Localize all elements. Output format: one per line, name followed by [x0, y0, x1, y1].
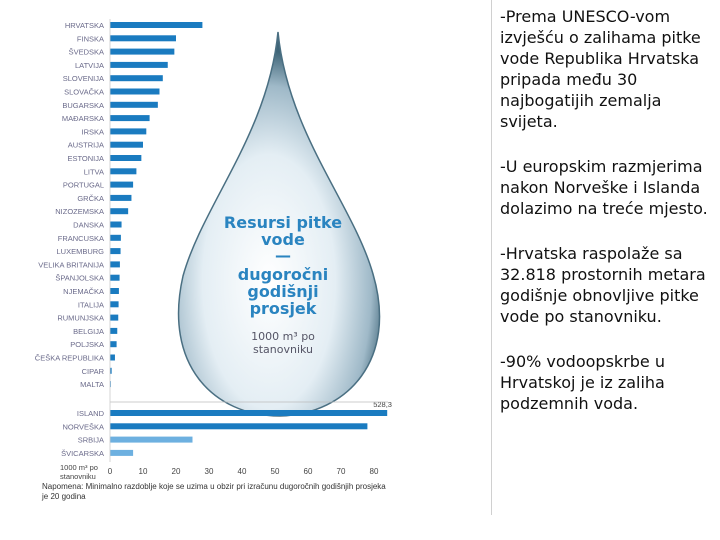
category-label: GRČKA — [77, 193, 104, 203]
category-label: BUGARSKA — [62, 100, 104, 110]
bullet-list — [500, 6, 715, 438]
x-axis — [60, 463, 379, 481]
bar — [110, 155, 141, 161]
bullet-3: -Hrvatska raspolaže sa 32.818 prostornih metara godišnje obnovljive pitke vode po stanovniku. — [500, 244, 706, 326]
category-label: MAĐARSKA — [61, 114, 104, 124]
x-tick-label: 40 — [237, 467, 247, 476]
category-label: SLOVENIJA — [62, 74, 104, 84]
category-label: LATVIJA — [74, 60, 104, 70]
highlight-category-label: NORVEŠKA — [62, 422, 104, 432]
highlight-category-label: ISLAND — [76, 409, 104, 418]
category-label: SLOVAČKA — [64, 87, 104, 97]
category-label: IRSKA — [81, 127, 104, 137]
category-label: RUMUNJSKA — [57, 313, 104, 323]
category-label: FINSKA — [76, 34, 104, 44]
x-tick-label: 50 — [270, 467, 280, 476]
bar — [110, 328, 117, 334]
category-label: ESTONIJA — [67, 154, 104, 163]
highlight-category-label: ŠVICARSKA — [61, 448, 104, 458]
highlight-bar — [110, 450, 133, 456]
bar — [110, 288, 119, 294]
bar — [110, 182, 133, 188]
bar — [110, 89, 160, 95]
bar — [110, 75, 163, 81]
x-axis-label: stanovniku — [60, 472, 96, 481]
drop-subtitle: dugoročni godišnji prosjek — [237, 265, 329, 318]
drop-unit: 1000 m³ po stanovniku — [251, 330, 315, 356]
bar — [110, 128, 146, 134]
bullet-1: -Prema UNESCO-vom izvješću o zalihama pitke vode Republika Hrvatska pripada među 30 najbogatijih zemalja svijeta. — [500, 7, 701, 131]
category-label: POLJSKA — [70, 340, 104, 350]
bar — [110, 315, 118, 321]
chart-note: Napomena: Minimalno razdoblje koje se uzima u obzir pri izračunu dugoročnih godišnjih prosjeka je 20 godina — [42, 482, 386, 501]
bar — [110, 355, 115, 361]
x-tick-label: 10 — [138, 467, 148, 476]
category-label: DANSKA — [73, 220, 104, 230]
category-label: LITVA — [83, 167, 104, 177]
drop-title: Resursi pitke vode — [223, 213, 343, 249]
category-label: ŠVEDSKA — [68, 47, 104, 57]
x-tick-label: 20 — [171, 467, 181, 476]
divider — [491, 0, 492, 515]
bar — [110, 102, 158, 108]
bar — [110, 62, 168, 68]
x-tick-label: 30 — [204, 467, 214, 476]
category-label: HRVATSKA — [64, 21, 104, 30]
x-axis-label: 1000 m³ po — [60, 463, 98, 472]
drop-dash: — — [275, 246, 291, 265]
bar — [110, 275, 120, 281]
bar — [110, 195, 131, 201]
x-tick-label: 0 — [107, 467, 113, 476]
bullet-2: -U europskim razmjerima nakon Norveške i Islanda dolazimo na treće mjesto. — [500, 157, 708, 218]
highlight-bar — [110, 410, 387, 416]
category-label: MALTA — [80, 380, 104, 390]
category-label: ŠPANJOLSKA — [55, 273, 104, 283]
bar — [110, 168, 136, 174]
highlight-bar — [110, 423, 367, 429]
category-label: PORTUGAL — [62, 180, 104, 190]
category-label: ČEŠKA REPUBLIKA — [34, 353, 104, 363]
bar — [110, 22, 202, 28]
bar — [110, 142, 143, 148]
category-label: BELGIJA — [73, 326, 104, 336]
category-label: ITALIJA — [77, 300, 104, 310]
category-label: VELIKA BRITANIJA — [38, 260, 104, 270]
category-label: CIPAR — [81, 366, 104, 376]
bar — [110, 115, 150, 121]
highlight-bar — [110, 437, 193, 443]
category-label: AUSTRIJA — [67, 140, 104, 150]
bar — [110, 341, 117, 347]
bar — [110, 301, 119, 307]
category-label: FRANCUSKA — [57, 233, 104, 243]
bullet-4: -90% vodoopskrbe u Hrvatskoj je iz zaliha podzemnih voda. — [500, 352, 665, 413]
bar — [110, 208, 128, 214]
x-tick-label: 80 — [369, 467, 379, 476]
category-label: NJEMAČKA — [63, 287, 104, 296]
x-tick-label: 60 — [303, 467, 313, 476]
highlight-value-label: 528,3 — [373, 400, 392, 409]
x-tick-label: 70 — [336, 467, 346, 476]
category-label: LUXEMBURG — [56, 247, 104, 257]
bar — [110, 49, 174, 55]
category-label: NIZOZEMSKA — [55, 207, 104, 217]
bar — [110, 35, 176, 41]
bar — [110, 261, 120, 267]
water-resources-chart — [18, 14, 488, 519]
bar — [110, 235, 121, 241]
bar — [110, 248, 121, 254]
bar — [110, 222, 122, 228]
highlight-category-label: SRBIJA — [77, 435, 104, 445]
